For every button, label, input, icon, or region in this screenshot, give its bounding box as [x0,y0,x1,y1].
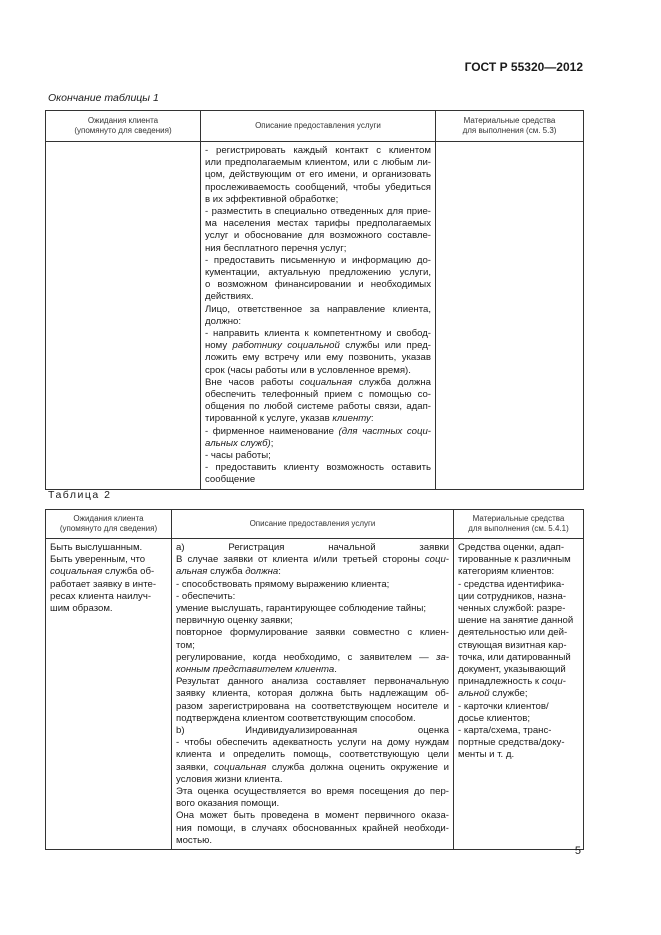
text-line [205,243,431,255]
text-line [458,542,579,554]
text-segment: - направить клиента к компетентному и свобод- [205,328,431,340]
text-line [205,267,431,279]
header-text-line: для выполнения (см. 5.4.1) [468,524,569,533]
text-segment: - разместить в специально отведенных для прие- [205,206,431,218]
text-line [205,426,431,438]
text-segment: ченных службой: разре- [458,603,566,615]
text-line [176,701,449,713]
text-line [458,579,579,591]
text-line [176,823,449,835]
table1-header-expectations [46,111,201,142]
text-line [458,664,579,676]
text-line [50,579,167,591]
text-line [176,798,449,810]
table2-header-resources [454,510,584,539]
text-line [176,591,449,603]
text-line [205,255,431,267]
text-segment: заявку клиента, которая должна быть надлежащим об- [176,688,449,700]
text-segment: ному [205,340,233,352]
text-segment: обеспечить телефонный прием с помощью со- [205,389,431,401]
text-segment: - часы работы; [205,450,271,462]
text-line [176,579,449,591]
table1-resources-cell [436,142,584,490]
text-line [458,688,579,700]
table-2 [45,509,584,850]
text-segment: Эта оценка осуществляется во время посещения до пер- [176,786,449,798]
text-segment: ствующая визитная кар- [458,639,567,651]
text-line [458,676,579,688]
text-line [176,749,449,761]
text-line [205,474,431,486]
text-segment: умение выслушать, гарантирующее соблюдение тайны; [176,603,427,615]
text-segment: вого оказания помощи. [176,798,280,810]
text-segment: документ, указывающий [458,664,566,676]
text-line [458,627,579,639]
text-segment: Средства оценки, адап- [458,542,565,553]
italic-term: клиенту [332,413,371,425]
text-segment: служба должна [352,376,432,388]
text-segment: ния помощи, в случаях обоснованных крайней необходи- [176,822,449,834]
text-line [176,554,449,566]
table2-resources-cell [454,539,584,850]
text-segment: шение на занятие данной [458,615,574,627]
text-segment: в их эффективной обработке; [205,193,339,205]
text-segment: клиента и определить помощь, соответствующую цели [176,749,449,761]
text-line [50,603,167,615]
text-segment: ма населения местах тарифы предполагаемых [205,218,431,230]
header-text-line: Описание предоставления услуги [255,121,381,130]
text-segment: служба должна оценить окружение и [266,761,449,773]
table1-header-description [201,111,436,142]
text-segment: действиях. [205,291,254,303]
text-line [176,762,449,774]
text-segment: : [370,413,374,425]
text-segment: - регистрировать каждый контакт с клиентом [205,145,431,156]
table2-expectations-cell [46,539,172,850]
header-text-line: для выполнения (см. 5.3) [462,126,557,135]
text-line [176,835,449,847]
text-line [205,462,431,474]
text-segment: Она может быть проведена в момент первичного оказа- [176,810,449,822]
text-line [205,230,431,242]
text-line [176,615,449,627]
text-segment: должно: [205,315,242,327]
text-segment: категориям клиентов: [458,566,555,578]
text-line [176,652,449,664]
text-line [205,291,431,303]
text-segment: прослеживаемость сообщений, чтобы убедиться [205,181,431,193]
table1-header-resources [436,111,584,142]
italic-term: социальная [299,376,353,388]
text-segment: ресах клиента наилуч- [50,590,152,602]
text-segment: срок (часы работы или в условленное время). [205,364,411,376]
text-line [205,389,431,401]
text-line [458,749,579,761]
text-line [205,365,431,377]
text-line [205,182,431,194]
text-segment: ния бесплатного перечня услуг; [205,242,347,254]
text-segment: - способствовать прямому выражению клиента; [176,578,390,590]
italic-term: альная [176,566,208,578]
text-line [458,591,579,603]
text-line [176,786,449,798]
text-line [205,340,431,352]
text-segment: Быть выслушанным. [50,542,143,553]
text-line [176,676,449,688]
text-segment: : [278,566,281,578]
text-segment: цом, действующим от его имени, и организовать [205,169,431,181]
table1-expectations-cell [46,142,201,490]
text-line [176,810,449,822]
text-line [458,566,579,578]
text-segment: - обеспечить: [176,590,236,602]
text-line [50,542,167,554]
text-segment: службы или пред- [339,340,431,352]
text-line [50,554,167,566]
table2-header-expectations [46,510,172,539]
text-line [205,145,431,157]
text-line [205,450,431,462]
text-segment: сообщение [205,474,256,486]
text-segment: Быть уверенным, что [50,554,146,566]
text-segment: ложить ему встречу или ему позвонить, указав [205,352,431,364]
text-line [205,413,431,425]
text-line [205,157,431,169]
table2-header-description [172,510,454,539]
text-line [458,603,579,615]
italic-term: социальная [213,761,267,773]
text-segment: или предполагаемым клиентом, или с любым ли- [205,157,431,169]
header-text-line: (упомянуто для сведения) [59,524,158,533]
text-segment: - карточки клиентов/ [458,700,549,712]
text-segment: точка, или датированный [458,651,571,663]
text-segment: услуг и обоснование для возможного составле- [205,230,431,242]
text-line [458,725,579,737]
text-line [205,279,431,291]
page-number: 5 [574,845,581,857]
header-text-line: Материальные средства [472,514,565,523]
italic-term: должна [245,566,279,578]
text-line [176,603,449,615]
text-segment: первичную оценку заявки; [176,615,293,627]
text-line [176,664,449,676]
text-line [205,377,431,389]
text-line [458,701,579,713]
text-line [205,304,431,316]
text-line [176,627,449,639]
text-segment: принадлежность к [458,676,542,688]
text-segment: Лицо, ответственное за направление клиента, [205,303,431,315]
text-segment: b) Индивидуализированная оценка [176,725,449,737]
text-segment: шим образом. [50,603,113,615]
header-text-line: (упомянуто для сведения) [74,126,172,135]
text-line [458,652,579,664]
text-segment: - карта/схема, транс- [458,725,552,737]
text-line [176,566,449,578]
text-segment: тированные к различным [458,554,571,566]
text-line [176,640,449,652]
text-line [205,206,431,218]
text-segment: том; [176,639,195,651]
italic-term: социальная [50,566,103,578]
italic-term: альных служб) [205,437,271,449]
text-line [205,316,431,328]
text-line [205,218,431,230]
text-segment: ции сотрудников, назна- [458,590,567,602]
table1-description-cell [201,142,436,490]
italic-term: соци- [424,554,449,566]
standard-designation: ГОСТ Р 55320—2012 [464,60,583,74]
text-segment: - предоставить клиенту возможность оставить [205,462,431,474]
text-segment: a) Регистрация начальной заявки [176,542,449,553]
text-segment: служба [207,566,246,578]
text-segment: условия жизни клиента. [176,773,283,785]
text-line [176,542,449,554]
text-line [458,615,579,627]
text-segment: работает заявку в инте- [50,578,157,590]
text-segment: повторное формулирование заявки совместно с клиен- [176,627,449,639]
italic-term: (для частных соци- [338,425,431,437]
italic-term: конным представителем клиента [176,664,335,676]
text-line [176,688,449,700]
text-segment: служба об- [102,566,155,578]
text-segment: кументации, актуальную предложению услуги, [205,267,431,279]
text-segment: . [334,664,337,676]
text-line [458,737,579,749]
text-line [205,401,431,413]
table2-caption: Таблица 2 [48,489,112,501]
text-line [50,566,167,578]
text-segment: портные средства/доку- [458,737,565,749]
text-line [176,713,449,725]
text-line [176,774,449,786]
text-line [176,737,449,749]
header-text-line: Ожидания клиента [87,116,159,125]
text-segment: В случае заявки от клиента и/или третьей стороны [176,554,425,566]
text-line [176,725,449,737]
text-segment: ; [270,437,274,449]
text-line [205,352,431,364]
text-line [50,591,167,603]
header-text-line: Материальные средства [463,116,556,125]
text-segment: менты и т. д. [458,749,515,761]
text-line [458,713,579,725]
text-segment: подтверждена клиентом соответствующим способом. [176,712,416,724]
text-segment: Результат данного анализа составляет первоначальную [176,676,449,688]
italic-term: за- [436,651,449,663]
text-segment: Вне часов работы [205,376,300,388]
text-line [458,554,579,566]
text-segment: деятельностью или дей- [458,627,568,639]
text-line [205,438,431,450]
table1-caption: Окончание таблицы 1 [48,92,159,104]
header-text-line: Ожидания клиента [73,514,144,523]
text-segment: досье клиентов; [458,712,531,724]
text-segment: регулирование, когда необходимо, с заявителем — [176,651,437,663]
text-segment: - предоставить письменную и информацию до- [205,254,431,266]
text-segment: - чтобы обеспечить адекватность услуги на дому нуждам [176,737,449,749]
text-segment: заявки, [176,761,214,773]
text-segment: - фирменное наименование [205,425,339,437]
italic-term: соци- [541,676,566,688]
text-segment: о возможном финансировании и необходимых [205,279,431,291]
table2-description-cell [172,539,454,850]
italic-term: работнику социальной [232,340,340,352]
table-1 [45,110,584,490]
text-segment: разом зарегистрирована на соответствующем носителе и [176,700,449,712]
text-line [458,640,579,652]
italic-term: альной [458,688,490,700]
text-segment: тированной к услуге, указав [205,413,333,425]
text-segment: общения по любой системе работы связи, адап- [205,401,431,413]
header-text-line: Описание предоставления услуги [249,519,376,528]
text-segment: мостью. [176,834,212,846]
text-line [205,328,431,340]
text-segment: - средства идентифика- [458,578,565,590]
text-segment: службе; [489,688,528,700]
text-line [205,169,431,181]
text-line [205,194,431,206]
